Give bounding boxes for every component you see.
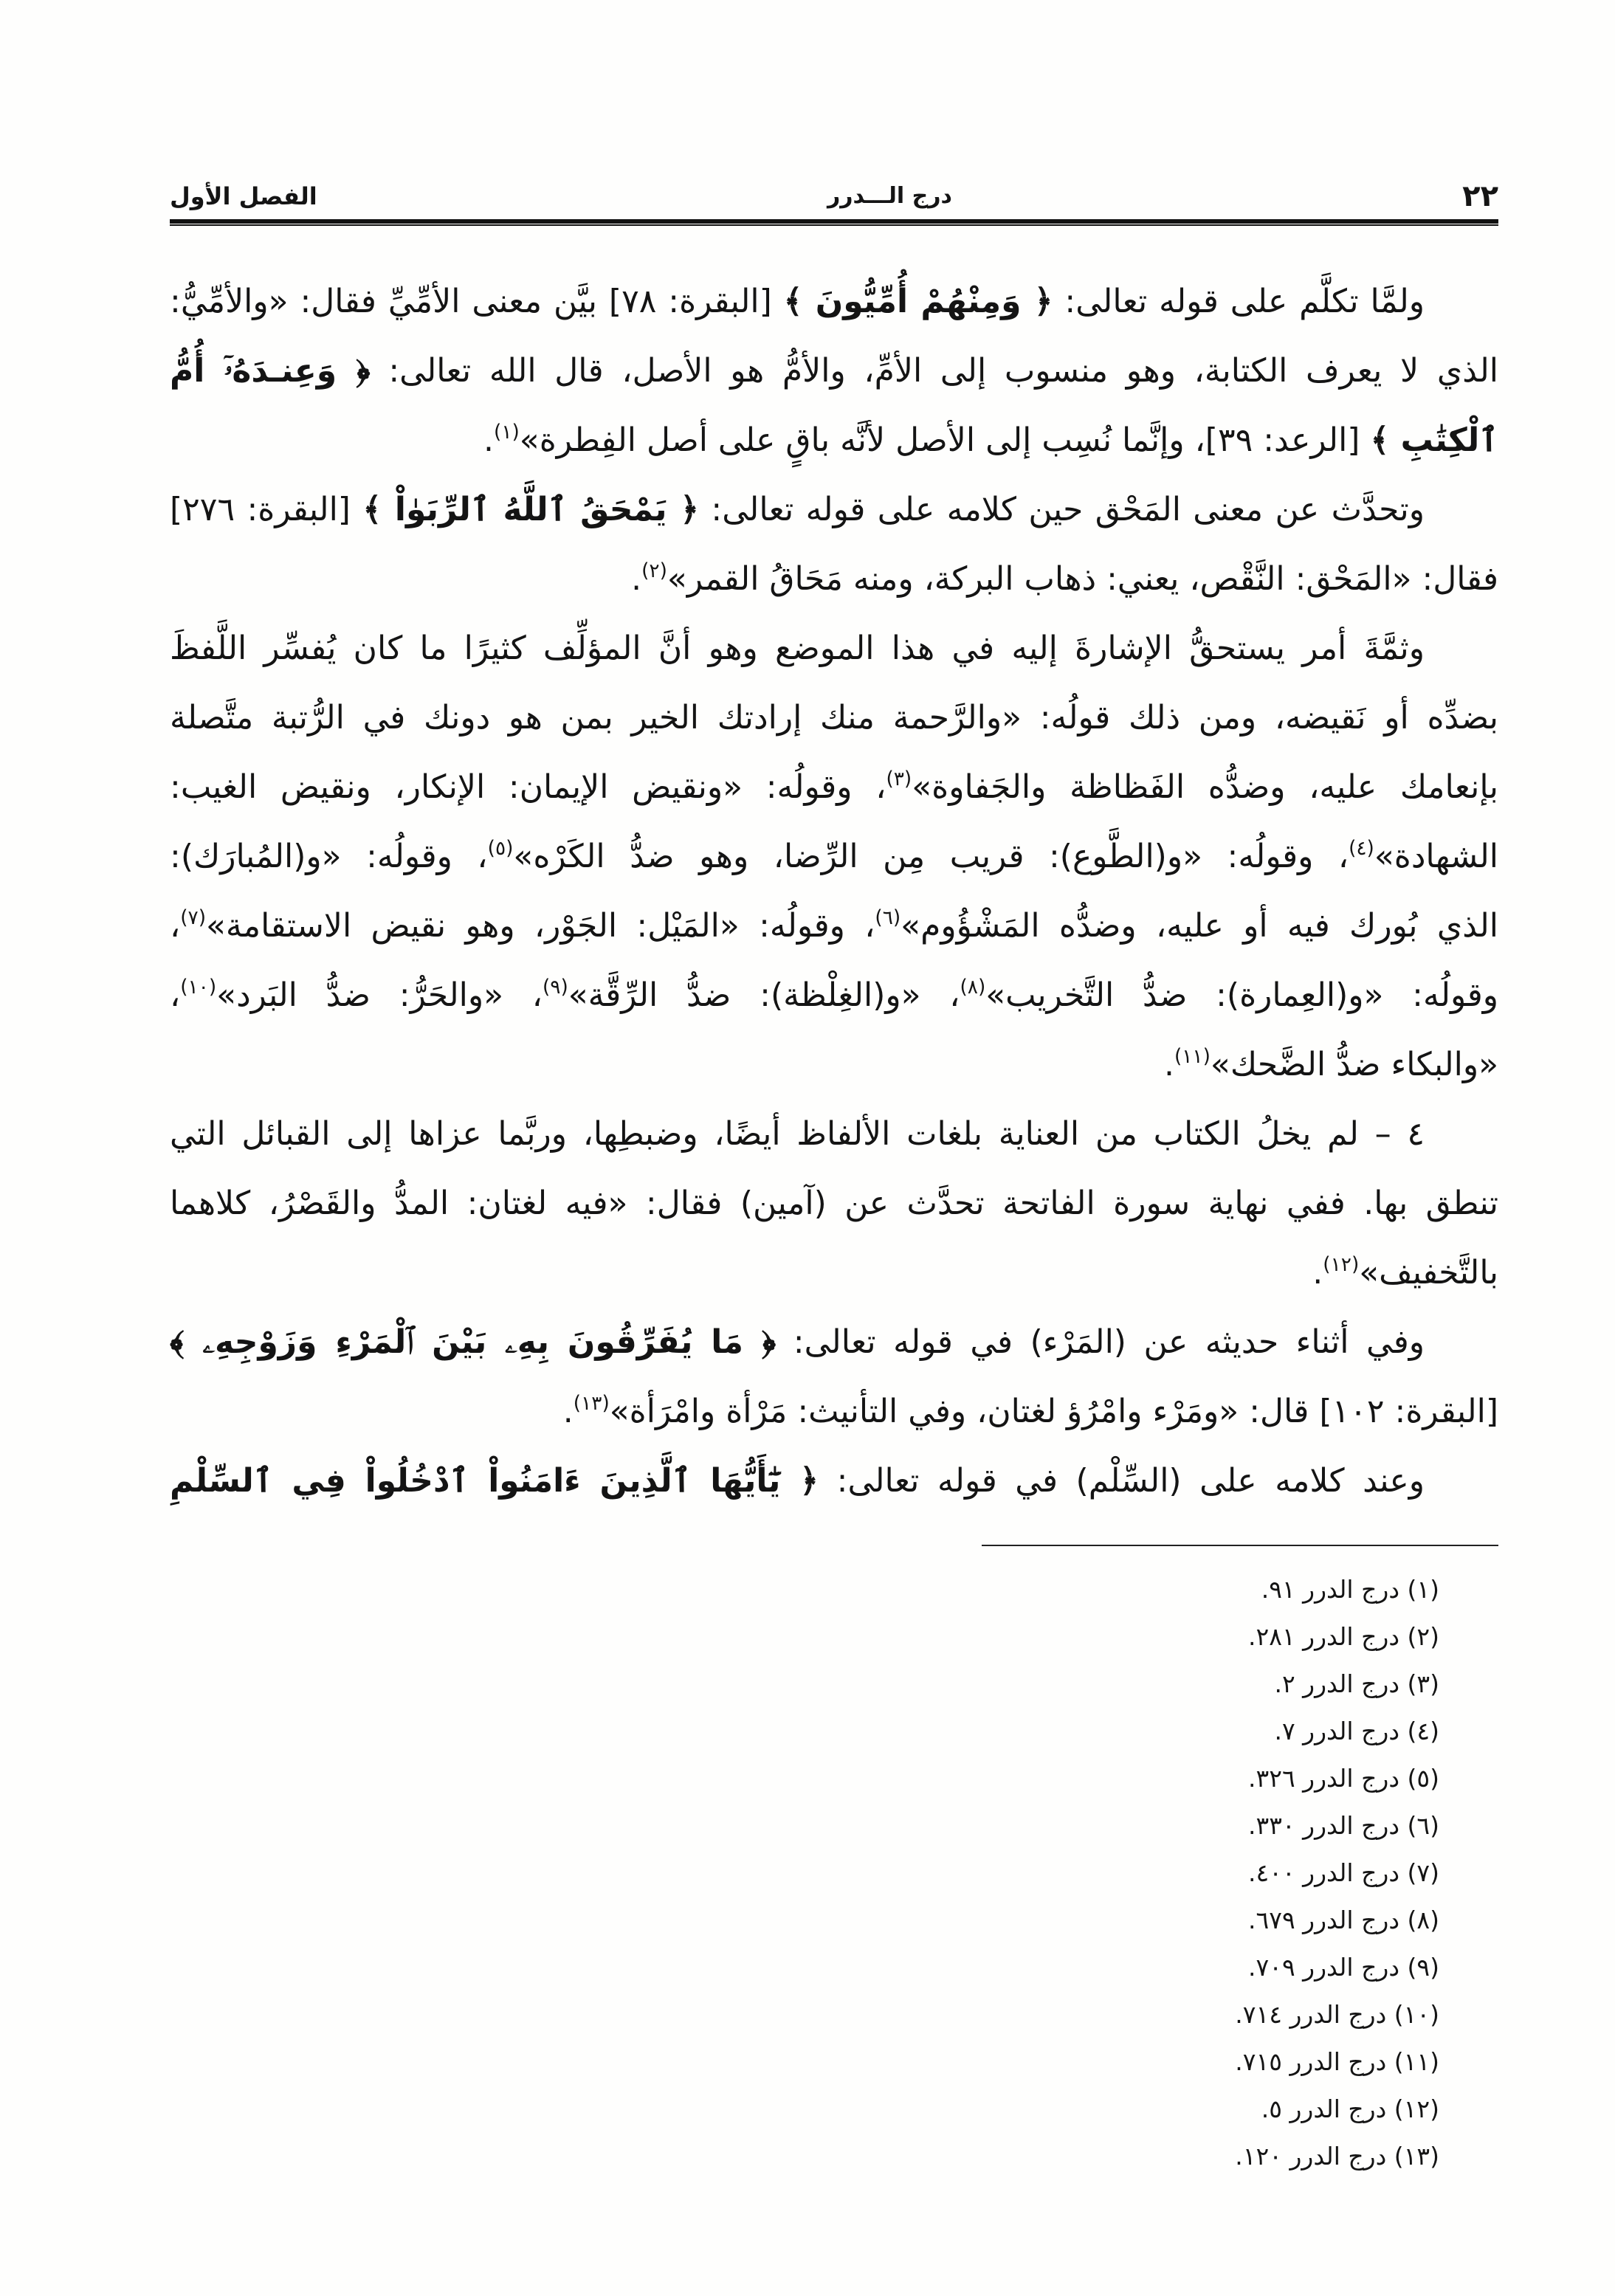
footnote-ref: (١١) <box>1174 1044 1211 1068</box>
footnote-ref: (١) <box>494 420 520 444</box>
footnote: (١٠) درج الدرر ٧١٤. <box>1235 2000 1439 2029</box>
footnote-ref: (٨) <box>960 975 986 999</box>
footnote: (٣) درج الدرر ٢. <box>1274 1669 1439 1698</box>
footnote: (٨) درج الدرر ٦٧٩. <box>1248 1906 1439 1934</box>
text-run: [الرعد: ٣٩]، وإنَّما نُسِب إلى الأصل لأنَّه باقٍ على أصل الفِطرة» <box>519 421 1371 459</box>
footnote-ref: (٤) <box>1349 836 1374 860</box>
body-line <box>170 683 1498 753</box>
text-run: بإنعامك عليه، وضدُّه الفَظاظة والجَفاوة» <box>912 768 1498 806</box>
footnote: (٤) درج الدرر ٧. <box>1274 1717 1439 1745</box>
text-run: تنطق بها. ففي نهاية سورة الفاتحة تحدَّث عن (آمين) فقال: «فيه لغتان: المدُّ والقَصْرُ، كلاهما <box>170 1185 1498 1222</box>
running-head <box>170 174 1498 217</box>
footnote: (٧) درج الدرر ٤٠٠. <box>1248 1858 1439 1887</box>
footnote-separator <box>982 1545 1498 1546</box>
footnote-ref: (٦) <box>875 906 901 929</box>
quran-verse: ﴿ يَٰٓأَيُّهَا ٱلَّذِينَ ءَامَنُواْ ٱدْخُلُواْ فِي ٱلسِّلْمِ <box>170 1462 819 1500</box>
footnote-ref: (٧) <box>180 906 206 929</box>
footnote-ref: (٩) <box>542 975 568 999</box>
text-run: . <box>1312 1254 1323 1292</box>
quran-verse: ﴿ وَمِنْهُمْ أُمِّيُّونَ ﴾ <box>783 283 1053 320</box>
text-run: . <box>1163 1046 1174 1083</box>
footnote: (٦) درج الدرر ٣٣٠. <box>1248 1811 1439 1840</box>
text-run: ، «والحَرُّ: ضدُّ البَرد» <box>216 976 543 1014</box>
body-text <box>170 267 1498 1516</box>
footnotes <box>886 1566 1439 2180</box>
text-run: ، <box>170 976 181 1014</box>
body-paragraph <box>170 1447 1498 1516</box>
text-run: [البقرة: ١٠٢] قال: «ومَرْء وامْرُؤ لغتان، وفي التأنيث: مَرْأة وامْرَأة» <box>609 1393 1498 1430</box>
footnote-ref: (٢) <box>641 559 667 582</box>
footnote: (٢) درج الدرر ٢٨١. <box>1248 1622 1439 1651</box>
body-line <box>170 267 1498 337</box>
text-run: . <box>483 421 495 459</box>
body-line <box>170 961 1498 1030</box>
body-line <box>170 1169 1498 1238</box>
footnote: (٩) درج الدرر ٧٠٩. <box>1248 1953 1439 1982</box>
header-rule <box>170 219 1498 226</box>
footnote: (١١) درج الدرر ٧١٥. <box>1235 2047 1439 2076</box>
book-title: درج الـــدرر <box>827 183 952 209</box>
body-line <box>170 1447 1498 1516</box>
body-line <box>170 1030 1498 1100</box>
footnote: (١) درج الدرر ٩١. <box>1261 1575 1439 1604</box>
text-run: ، وقولُه: «و(الطَّوع): قريب مِن الرِّضا، وهو ضدُّ الكَرْه» <box>513 838 1349 875</box>
text-run: الشهادة» <box>1374 838 1498 875</box>
body-paragraph <box>170 475 1498 614</box>
text-run: بضدِّه أو نَقيضه، ومن ذلك قولُه: «والرَّحمة منك إرادتك الخير بمن هو دونك في الرُّتبة متَّصلة <box>170 699 1498 737</box>
body-line <box>170 475 1498 545</box>
text-run: . <box>562 1393 574 1430</box>
text-run: وثمَّةَ أمر يستحقُّ الإشارةَ إليه في هذا الموضع وهو أنَّ المؤلِّف كثيرًا ما كان يُفسِّر اللَّفظَ <box>170 630 1425 667</box>
body-line <box>170 822 1498 892</box>
text-run: ، وقولُه: «المَيْل: الجَوْر، وهو نقيض الاستقامة» <box>205 907 875 945</box>
body-line <box>170 1308 1498 1377</box>
body-paragraph <box>170 267 1498 475</box>
text-run: ٤ – لم يخلُ الكتاب من العناية بلغات الألفاظ أيضًا، وضبطِها، وربَّما عزاها إلى القبائل التي <box>170 1115 1425 1153</box>
chapter-title: الفصل الأول <box>170 182 317 210</box>
body-line <box>170 1377 1498 1447</box>
quran-verse: ﴿ وَعِنـدَهُۥٓ أُمُّ <box>170 352 371 390</box>
quran-verse: ﴿ مَا يُفَرِّقُونَ بِهِۦ بَيْنَ ٱلْمَرْءِ وَزَوْجِهِۦ ﴾ <box>170 1323 776 1361</box>
text-run: وعند كلامه على (السِّلْم) في قوله تعالى: <box>819 1462 1425 1500</box>
body-paragraph <box>170 614 1498 1100</box>
text-run: ولمَّا تكلَّم على قوله تعالى: <box>1053 283 1425 320</box>
body-line <box>170 406 1498 475</box>
footnote: (١٣) درج الدرر ١٢٠. <box>1235 2142 1439 2171</box>
text-run: ، <box>170 907 181 945</box>
body-line <box>170 614 1498 683</box>
footnote: (١٢) درج الدرر ٥. <box>1261 2095 1439 2123</box>
text-run: الذي لا يعرف الكتابة، وهو منسوب إلى الأمِّ، والأمُّ هو الأصل، قال الله تعالى: <box>370 352 1498 390</box>
text-run: وفي أثناء حديثه عن (المَرْء) في قوله تعالى: <box>776 1323 1425 1361</box>
text-run: ، «و(الغِلْظة): ضدُّ الرِّقَّة» <box>568 976 960 1014</box>
quran-verse: ٱلْكِتَٰبِ ﴾ <box>1370 421 1498 459</box>
footnote-ref: (١٠) <box>180 975 217 999</box>
body-line <box>170 337 1498 406</box>
body-line <box>170 1238 1498 1308</box>
text-run: [البقرة: ٧٨] بيَّن معنى الأمِّيِّ فقال: «والأمِّيُّ: <box>170 283 784 320</box>
footnote-ref: (١٢) <box>1323 1252 1360 1276</box>
body-paragraph <box>170 1308 1498 1447</box>
text-run: بالتَّخفيف» <box>1359 1254 1498 1292</box>
text-run: ، وقولُه: «و(المُبارَك): <box>170 838 488 875</box>
text-run: «والبكاء ضدُّ الضَّحك» <box>1210 1046 1498 1083</box>
page-number: ٢٢ <box>1462 179 1498 213</box>
text-run: فقال: «المَحْق: النَّقْص، يعني: ذهاب البركة، ومنه مَحَاقُ القمر» <box>667 560 1498 598</box>
footnote-ref: (٥) <box>487 836 514 860</box>
text-run: وتحدَّث عن معنى المَحْق حين كلامه على قوله تعالى: <box>699 491 1425 528</box>
footnote: (٥) درج الدرر ٣٢٦. <box>1248 1764 1439 1793</box>
footnote-ref: (٣) <box>886 767 912 790</box>
text-run: [البقرة: ٢٧٦] <box>170 491 363 528</box>
text-run: وقولُه: «و(العِمارة): ضدُّ التَّخريب» <box>985 976 1498 1014</box>
quran-verse: ﴿ يَمْحَقُ ٱللَّهُ ٱلرِّبَوٰاْ ﴾ <box>362 491 700 528</box>
body-paragraph <box>170 1100 1498 1308</box>
body-line <box>170 545 1498 614</box>
text-run: الذي بُورك فيه أو عليه، وضدُّه المَشْؤُوم» <box>901 907 1498 945</box>
body-line <box>170 892 1498 961</box>
text-run: . <box>631 560 642 598</box>
footnote-ref: (١٣) <box>573 1391 610 1415</box>
body-line <box>170 753 1498 822</box>
text-run: ، وقولُه: «ونقيض الإيمان: الإنكار، ونقيض الغيب: <box>170 768 886 806</box>
body-line <box>170 1100 1498 1169</box>
